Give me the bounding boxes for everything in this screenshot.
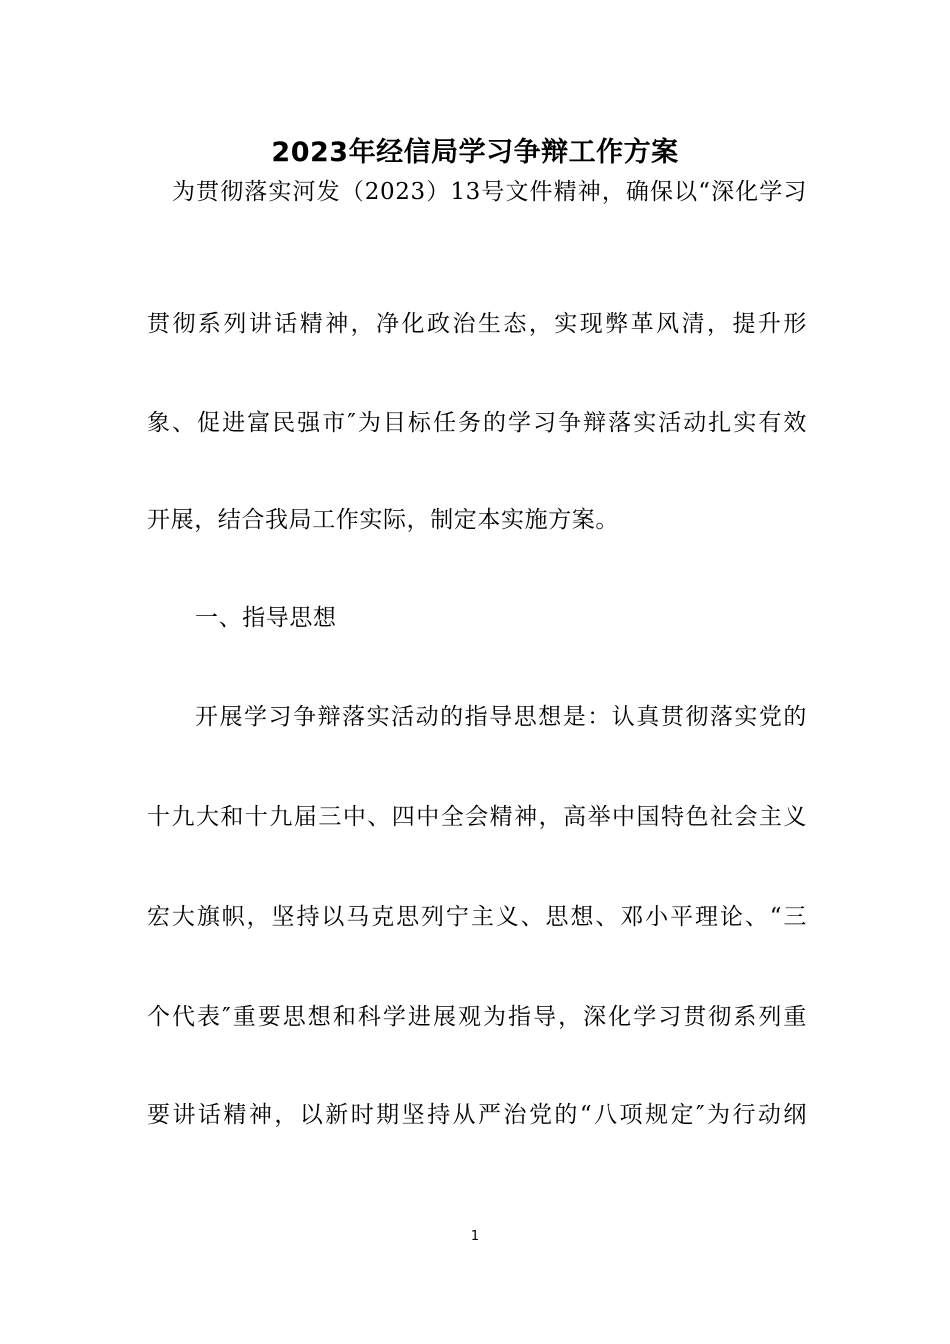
- section-heading-guiding-ideology: 一、指导思想: [195, 605, 337, 631]
- paragraph-1-line-1: 为贯彻落实河发（2023）13号文件精神，确保以“深化学习: [172, 179, 807, 205]
- paragraph-1-line-3: 象、促进富民强市″为目标任务的学习争辩落实活动扎实有效: [147, 410, 807, 436]
- paragraph-2-line-1: 开展学习争辩落实活动的指导思想是：认真贯彻落实党的: [195, 704, 807, 730]
- paragraph-1-line-4: 开展，结合我局工作实际，制定本实施方案。: [147, 507, 619, 533]
- document-title: 2023年经信局学习争辩工作方案: [271, 137, 679, 168]
- paragraph-1-line-2: 贯彻系列讲话精神，净化政治生态，实现弊革风清，提升形: [147, 311, 807, 337]
- paragraph-2-line-5: 要讲话精神，以新时期坚持从严治党的“八项规定″为行动纲: [147, 1102, 807, 1128]
- page-number: 1: [470, 1229, 480, 1244]
- paragraph-2-line-4: 个代表″重要思想和科学进展观为指导，深化学习贯彻系列重: [147, 1004, 807, 1030]
- paragraph-2-line-2: 十九大和十九届三中、四中全会精神，高举中国特色社会主义: [147, 804, 807, 830]
- paragraph-2-line-3: 宏大旗帜，坚持以马克思列宁主义、思想、邓小平理论、“三: [147, 904, 807, 930]
